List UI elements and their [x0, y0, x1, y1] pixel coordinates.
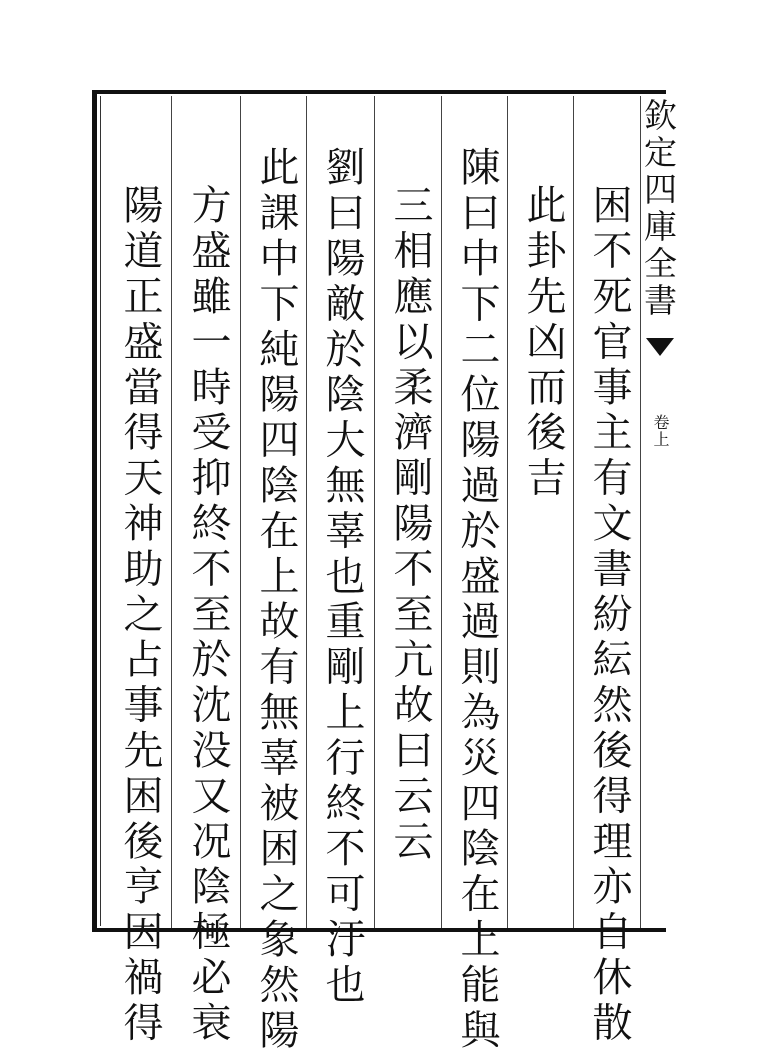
column-rule [507, 96, 508, 928]
text-column-5: 劉曰陽敵於陰大無辜也重剛上行終不可汙也 [319, 146, 365, 1009]
column-rule [573, 96, 574, 928]
text-column-8: 陽道正盛當得天神助之占事先困後亨因禍得 [117, 184, 163, 1047]
column-rule [374, 96, 375, 928]
column-rule [171, 96, 172, 928]
column-rule [240, 96, 241, 928]
column-rule [306, 96, 307, 928]
fishtail-mark [646, 338, 674, 356]
book-title-header [636, 98, 680, 320]
text-column-2: 此卦先凶而後吉 [520, 184, 566, 502]
text-column-3: 陳曰中下二位陽過於盛過則為災四陰在上能與 [454, 146, 500, 1054]
column-rule [441, 96, 442, 928]
text-column-6: 此課中下純陽四陰在上故有無辜被困之象然陽 [253, 146, 299, 1054]
text-column-7: 方盛雖一時受抑終不至於沈没又况陰極必衰 [185, 184, 231, 1047]
text-column-1: 困不死官事主有文書紛紜然後得理亦自休散 [586, 184, 632, 1047]
volume-label: 卷上 [651, 414, 670, 448]
text-column-4: 三相應以柔濟剛陽不至亢故曰云云 [387, 184, 433, 865]
book-title: 欽定四庫全書 [639, 98, 678, 320]
